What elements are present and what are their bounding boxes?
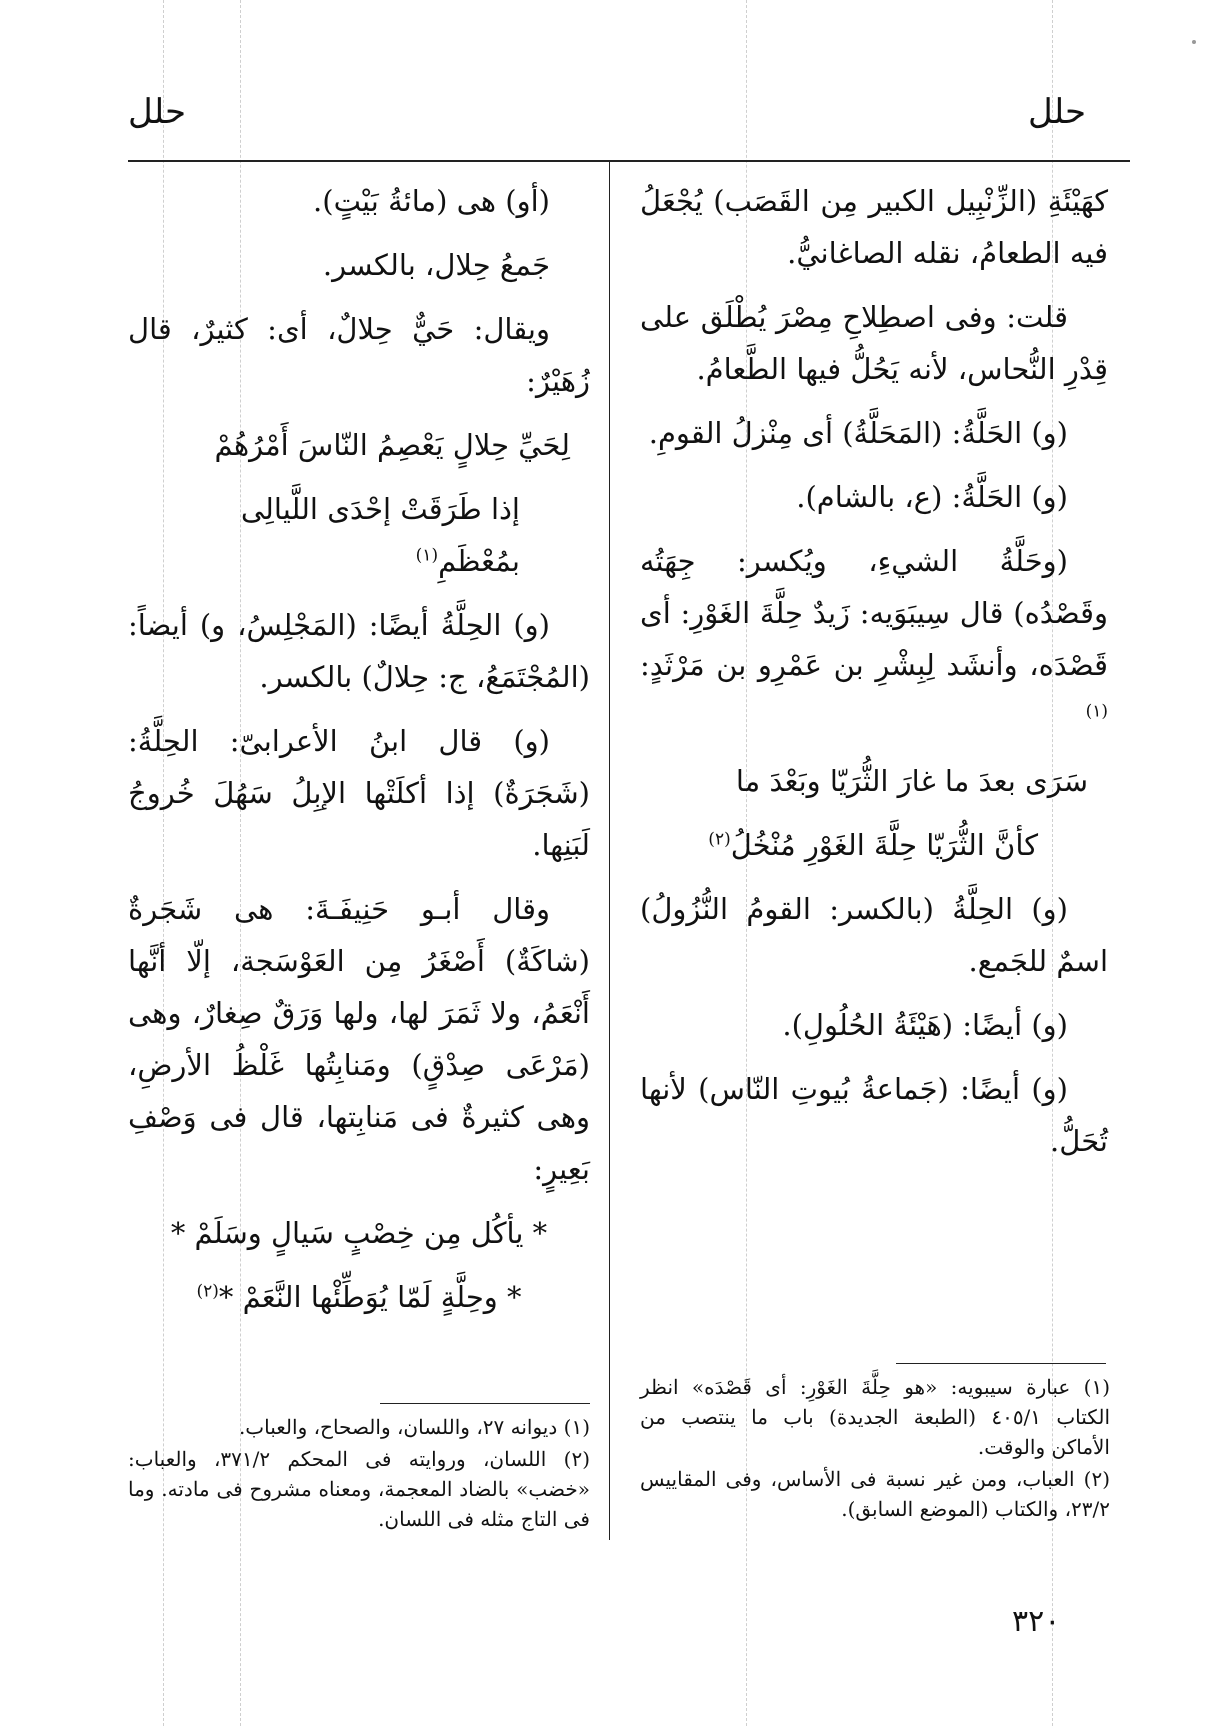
verse-line: لِحَيِّ حِلالٍ يَعْصِمُ النّاسَ أَمْرُهُمْ: [214, 428, 570, 462]
paragraph: (أو) هى (مائةُ بَيْتٍ).: [313, 184, 550, 218]
paragraph: وقال أبـو حَنِيفَـةَ: هى شَجَرةٌ (شاكَةٌ) أَصْغَرُ مِن العَوْسَجة، إلّا أنَّها أَنْعَمُ، ولا ثَمَرَ لها، ولها وَرَقٌ صِغارٌ، وهى (مَرْعَى صِدْقٍ) ومَنابِتُها غَلْظُ الأرضِ، وهى كثيرةٌ فى مَنابِتها، قال فى وَصْفِ بَعِيرٍ:: [128, 892, 590, 1186]
footnote: (٢) العباب، ومن غير نسبة فى الأساس، وفى المقاييس ٢٣/٢، والكتاب (الموضع السابق).: [640, 1467, 1110, 1521]
paragraph: (و) الحَلَّةُ: (ع، بالشام).: [796, 480, 1068, 514]
left-footnotes: [128, 1412, 590, 1536]
footnote-rule: [896, 1363, 1106, 1364]
running-header-left: حلل: [128, 92, 187, 132]
footnote-ref: (١): [1085, 701, 1108, 722]
verse-line: [128, 1271, 590, 1323]
right-column: [640, 175, 1108, 1179]
footnote-ref: (١): [415, 545, 439, 566]
scan-speck: [1192, 40, 1196, 44]
verse-text: كأنَّ الثُّرَيّا حِلَّةَ الغَوْرِ مُنْخُلُ: [730, 828, 1038, 862]
verse-line: سَرَى بعدَ ما غارَ الثُّرَيّا وبَعْدَ ما: [735, 764, 1088, 798]
verse-line: * يأكُل مِن خِصْبٍ سَيالٍ وسَلَمْ *: [170, 1216, 548, 1250]
paragraph: ويقال: حَيٌّ حِلالٌ، أى: كثيرٌ، قال زُهَيْرٌ:: [128, 312, 590, 398]
paragraph: جَمعُ حِلال، بالكسر.: [322, 248, 550, 282]
verse-line: [640, 819, 1108, 871]
column-divider: [609, 160, 610, 1540]
paragraph: (و) الحَلَّةُ: (المَحَلَّةُ) أى مِنْزلُ القومِ.: [648, 416, 1068, 450]
footnote: (٢) اللسان، وروايته فى المحكم ٣٧١/٢، والعباب: «خضب» بالضاد المعجمة، ومعناه مشروح فى مادته. وما فى التاج مثله فى اللسان.: [128, 1447, 590, 1531]
running-header-right: حلل: [1028, 92, 1087, 132]
header-rule: [128, 160, 1130, 162]
paragraph: (و) قال ابنُ الأعرابىّ: الحِلَّةُ: (شَجَرَةٌ) إذا أكلَتْها الإبِلُ سَهُلَ خُروجُ لَبَنِها.: [128, 724, 590, 862]
paragraph: قلت: وفى اصطِلاحِ مِصْرَ يُطْلَق على قِدْرِ النُّحاس، لأنه يَحُلُّ فيها الطَّعامُ.: [640, 300, 1108, 386]
page-number: ٣٢٠: [1012, 1604, 1061, 1639]
verse-line: [128, 483, 590, 587]
paragraph: كهَيْئَةِ (الزِّنْبِيل الكبير مِن القَصَب) يُجْعَلُ فيه الطعامُ، نقله الصاغانيُّ.: [640, 184, 1108, 270]
footnote-ref: (٢): [196, 1281, 219, 1302]
footnote-ref: (٢): [708, 829, 731, 850]
footnote-rule: [380, 1403, 590, 1404]
paragraph: (و) الحِلَّةُ أيضًا: (المَجْلِسُ، و) أيضاً: (المُجْتَمَعُ، ج: حِلالٌ) بالكسر.: [128, 608, 590, 694]
right-footnotes: [640, 1372, 1110, 1526]
paragraph: (و) أيضًا: (جَماعةُ بُيوتِ النّاس) لأنها تُحَلُّ.: [640, 1072, 1108, 1158]
verse-text: * وحِلَّةٍ لَمّا يُوَطِّئْها النَّعَمْ *: [218, 1280, 522, 1314]
paragraph: (و) الحِلَّةُ (بالكسر: القومُ النُّزُولُ) اسمٌ للجَمع.: [640, 892, 1108, 978]
paragraph: (و) أيضًا: (هَيْئَةُ الحُلُولِ).: [782, 1008, 1068, 1042]
footnote: (١) ديوانه ٢٧، واللسان، والصحاح، والعباب.: [238, 1415, 590, 1439]
verse-text: إذا طَرَقَتْ إحْدَى اللَّيالِى بمُعْظَمِ: [240, 492, 520, 578]
paragraph: [640, 535, 1108, 743]
left-column: [128, 175, 590, 1335]
paragraph-text: (وحَلَّةُ الشيءِ، ويُكسر: جِهَتُه وقَصْدُه) قال سِيبَوَيه: زَيدٌ حِلَّةَ الغَوْرِ: أى قَصْدَه، وأنشَد لِبِشْرِ بن عَمْرِو بن مَرْثَدٍ:: [640, 544, 1108, 682]
footnote: (١) عبارة سيبويه: «هو حِلَّةَ الغَوْرِ: أى قَصْدَه» انظر الكتاب ٤٠٥/١ (الطبعة الجديدة) باب ما ينتصب من الأماكن والوقت.: [640, 1375, 1110, 1459]
